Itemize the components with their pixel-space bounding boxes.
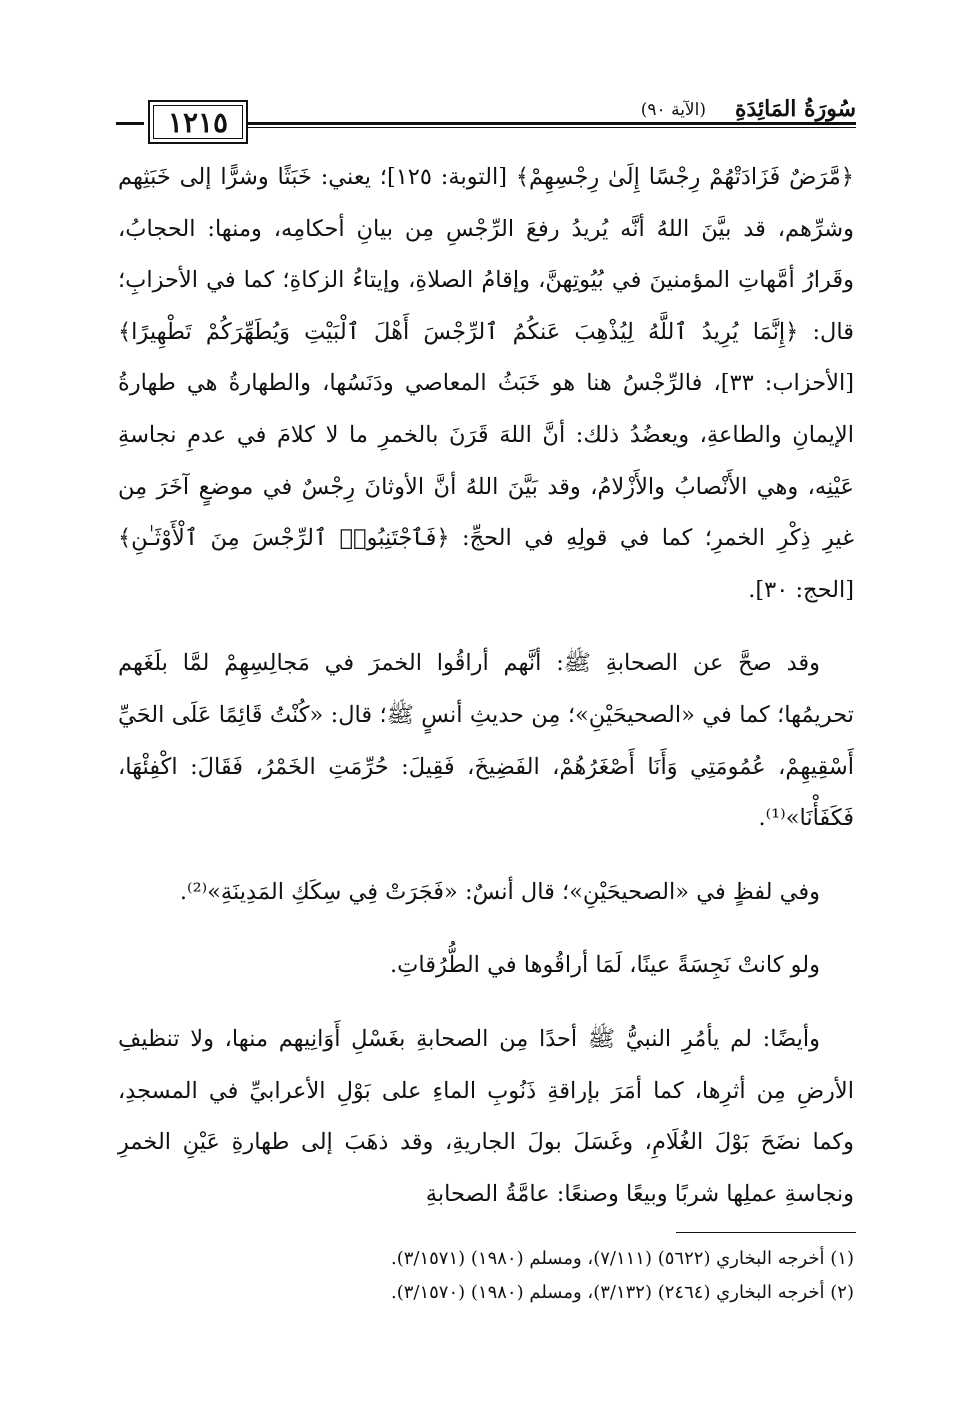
paragraph: ﴿مَّرَضٌ فَزَادَتْهُمْ رِجْسًا إِلَىٰ رِجْسِهِمْ﴾ [التوبة: ١٢٥]؛ يعني: خَبَثًا وشرًّا إلى خَبَثِهم وشرِّهم، قد بيَّنَ اللهُ أنَّه يُريدُ رفعَ الرِّجْسِ مِن بيانِ أحكامِه، ومنها: الحجابُ، وقَرارُ أمَّهاتِ المؤمنينَ في بُيُوتِهنَّ، وإقامُ الصلاةِ، وإيتاءُ الزكاةِ؛ كما في الأحزابِ؛ قال: ﴿إِنَّمَا يُرِيدُ ٱللَّهُ لِيُذْهِبَ عَنكُمُ ٱلرِّجْسَ أَهْلَ ٱلْبَيْتِ وَيُطَهِّرَكُمْ تَطْهِيرًا﴾ [الأحزاب: ٣٣]، فالرِّجْسُ هنا هو خَبَثُ المعاصي ودَنَسُها، والطهارةُ هي طهارةُ الإيمانِ والطاعةِ، ويعضُدُ ذلك: أنَّ اللهَ قَرَنَ بالخمرِ ما لا كلامَ في عدمِ نجاسةِ عَيْنِه، وهي الأَنْصابُ والأَزْلامُ، وقد بَيَّنَ اللهُ أنَّ الأوثانَ رِجْسٌ في موضعٍ آخَرَ مِن غيرِ ذِكْرِ الخمرِ؛ كما في قولِهِ في الحجِّ: ﴿فَٱجْتَنِبُوا۟ ٱلرِّجْسَ مِنَ ٱلْأَوْثَـٰنِ﴾ [الحج: ٣٠]. <box>118 164 854 603</box>
header-rule-left <box>116 122 144 125</box>
paragraph: وقد صحَّ عن الصحابةِ ﷺ: أنَّهم أراقُوا الخمرَ في مَجالِسِهِمْ لمَّا بلَغَهم تحريمُها؛ كما في «الصحيحَيْنِ»؛ مِن حديثِ أنسٍ ﷺ؛ قال: «كُنْتُ قَائِمًا عَلَى الحَيِّ أَسْقِيهِمْ، عُمُومَتِي وَأَنَا أَصْغَرُهُمْ، الفَضِيخَ، فَقِيلَ: حُرِّمَتِ الخَمْرُ، فَقَالَ: اكْفِئْهَا، فَكَفَأْنَا»⁽¹⁾. <box>118 650 854 832</box>
footnote-divider <box>676 1232 856 1233</box>
header-rule-thin <box>248 127 856 128</box>
surah-title: سُورَةُ المَائِدَةِ <box>734 96 856 122</box>
footnote: (١) أخرجه البخاري (٥٦٢٢) (٧/١١١)، ومسلم (١٩٨٠) (٣/١٥٧١). <box>390 1248 854 1269</box>
footnote: (٢) أخرجه البخاري (٢٤٦٤) (٣/١٣٢)، ومسلم (١٩٨٠) (٣/١٥٧٠). <box>390 1282 854 1303</box>
page-number: ١٢١٥ <box>167 105 229 139</box>
page-header <box>116 96 856 146</box>
main-text <box>118 152 854 1220</box>
paragraph: ولو كانتْ نَجِسَةً عينًا، لَمَا أراقُوها في الطُّرُقاتِ. <box>390 952 820 979</box>
paragraph: وفي لفظٍ في «الصحيحَيْنِ»؛ قال أنسٌ: «فَجَرَتْ فِي سِكَكِ المَدِينَةِ»⁽²⁾. <box>179 878 820 905</box>
verse-note: (الآية ٩٠) <box>640 100 706 120</box>
header-rule <box>248 122 856 125</box>
paragraph: وأيضًا: لم يأمُرِ النبيُّ ﷺ أحدًا مِن الصحابةِ بغَسْلِ أَوَانِيهم منها، ولا تنظيفِ الأرضِ مِن أثرِها، كما أمَرَ بإراقةِ ذَنُوبِ الماءِ على بَوْلِ الأعرابيِّ في المسجدِ، وكما نضَحَ بَوْلَ الغُلَامِ، وغَسَلَ بولَ الجاريةِ، وقد ذهَبَ إلى طهارةِ عَيْنِ الخمرِ ونجاسةِ عملِها شربًا وبيعًا وصنعًا: عامَّةُ الصحابةِ <box>118 1025 854 1207</box>
page-number-box <box>148 100 248 144</box>
footnotes <box>118 1242 854 1310</box>
